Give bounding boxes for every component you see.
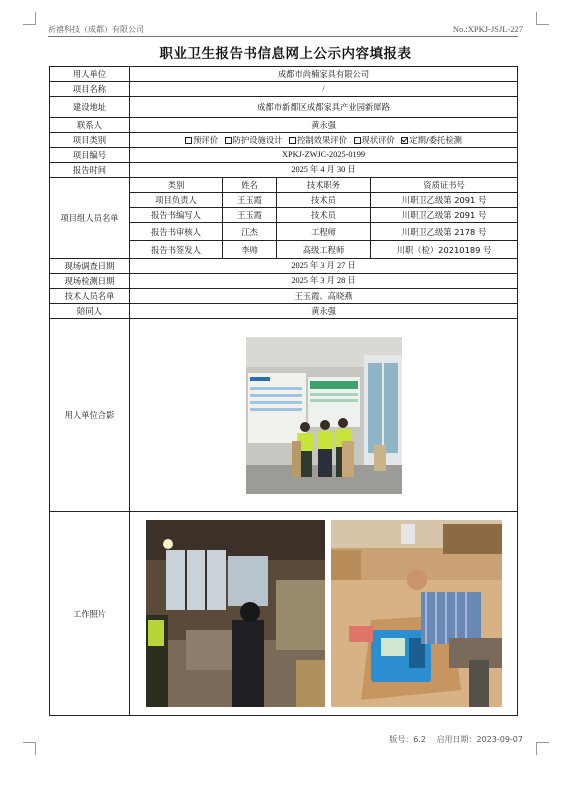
group-photo-label: 用人单位合影 [50, 319, 130, 512]
header-rule [48, 36, 518, 37]
member-name: 王玉霞 [223, 208, 277, 223]
address-label: 建设地址 [50, 97, 130, 118]
accompany-value: 黄永强 [130, 304, 518, 319]
employer-value: 成都市尚楠家具有限公司 [130, 67, 518, 82]
group-photo [246, 337, 402, 494]
member-cert: 川职卫乙级第 2091 号 [371, 193, 518, 208]
member-role: 报告书编写人 [130, 208, 223, 223]
checked-checkbox-icon[interactable] [401, 137, 408, 144]
member-cert: 川职（检）20210189 号 [371, 241, 518, 259]
member-cert: 川职卫乙级第 2091 号 [371, 208, 518, 223]
row-contact [50, 118, 518, 133]
member-name: 李帅 [223, 241, 277, 259]
address-value: 成都市新都区成都家具产业园新犀路 [130, 97, 518, 118]
footer-enabled-date: 启用日期：2023-09-07 [436, 735, 523, 744]
crop-mark-top-right [536, 12, 549, 25]
member-title: 高级工程师 [277, 241, 371, 259]
row-work-photo [50, 512, 518, 716]
project-no-label: 项目编号 [50, 148, 130, 163]
work-photo-cell [130, 512, 518, 716]
checkbox-icon[interactable] [225, 137, 232, 144]
info-form-table [49, 66, 518, 716]
accompany-label: 陪同人 [50, 304, 130, 319]
group-photo-image [246, 337, 402, 494]
detect-date-label: 现场检测日期 [50, 274, 130, 289]
category-options [130, 133, 518, 148]
category-label: 项目类别 [50, 133, 130, 148]
report-date-label: 报告时间 [50, 163, 130, 178]
row-address [50, 97, 518, 118]
category-option-protection-design[interactable]: 防护设施设计 [225, 135, 283, 145]
row-group-photo [50, 319, 518, 512]
contact-label: 联系人 [50, 118, 130, 133]
member-title: 技术员 [277, 193, 371, 208]
crop-mark-bottom-right [536, 742, 549, 755]
team-header-title: 技术职务 [277, 178, 371, 193]
member-name: 王玉霞 [223, 193, 277, 208]
checkbox-icon[interactable] [289, 137, 296, 144]
crop-mark-top-left [23, 12, 36, 25]
row-category [50, 133, 518, 148]
project-no-value: XPKJ-ZWJC-2025-0199 [130, 148, 518, 163]
work-photo-left [146, 520, 325, 707]
survey-date-value: 2025 年 3 月 27 日 [130, 259, 518, 274]
document-title: 职业卫生报告书信息网上公示内容填报表 [159, 46, 412, 62]
team-header-role: 类别 [130, 178, 223, 193]
checkbox-icon[interactable] [185, 137, 192, 144]
member-cert: 川职卫乙级第 2178 号 [371, 223, 518, 241]
team-header-cert: 资质证书号 [371, 178, 518, 193]
work-photos [146, 520, 502, 707]
category-option-periodic-detection[interactable]: 定期/委托检测 [401, 135, 462, 145]
tech-staff-value: 王玉霞、高晓燕 [130, 289, 518, 304]
member-title: 技术员 [277, 208, 371, 223]
member-role: 报告书审核人 [130, 223, 223, 241]
team-header-row [50, 178, 518, 193]
group-photo-cell [130, 319, 518, 512]
team-label: 项目组人员名单 [50, 178, 130, 259]
row-survey-date [50, 259, 518, 274]
member-name: 江杰 [223, 223, 277, 241]
row-tech-staff [50, 289, 518, 304]
row-report-date [50, 163, 518, 178]
work-photo-label: 工作照片 [50, 512, 130, 716]
row-project-no [50, 148, 518, 163]
member-role: 项目负责人 [130, 193, 223, 208]
member-role: 报告书签发人 [130, 241, 223, 259]
category-option-status-eval[interactable]: 现状评价 [354, 135, 395, 145]
tech-staff-label: 技术人员名单 [50, 289, 130, 304]
detect-date-value: 2025 年 3 月 28 日 [130, 274, 518, 289]
footer-version-info [389, 734, 523, 745]
survey-date-label: 现场调查日期 [50, 259, 130, 274]
report-date-value: 2025 年 4 月 30 日 [130, 163, 518, 178]
crop-mark-bottom-left [23, 742, 36, 755]
footer-version: 版号：6.2 [389, 735, 426, 744]
row-detect-date [50, 274, 518, 289]
category-option-pre-eval[interactable]: 预评价 [185, 135, 218, 145]
project-name-value: / [130, 82, 518, 97]
header-company: 祈禧科技（成都）有限公司 [48, 25, 144, 34]
contact-value: 黄永强 [130, 118, 518, 133]
row-accompany [50, 304, 518, 319]
row-project-name [50, 82, 518, 97]
team-header-name: 姓名 [223, 178, 277, 193]
row-employer [50, 67, 518, 82]
header-doc-number: No.:XPKJ-JSJL-227 [452, 24, 523, 34]
category-option-control-eval[interactable]: 控制效果评价 [289, 135, 347, 145]
work-photo-right [331, 520, 502, 707]
employer-label: 用人单位 [50, 67, 130, 82]
member-title: 工程师 [277, 223, 371, 241]
project-name-label: 项目名称 [50, 82, 130, 97]
checkbox-icon[interactable] [354, 137, 361, 144]
